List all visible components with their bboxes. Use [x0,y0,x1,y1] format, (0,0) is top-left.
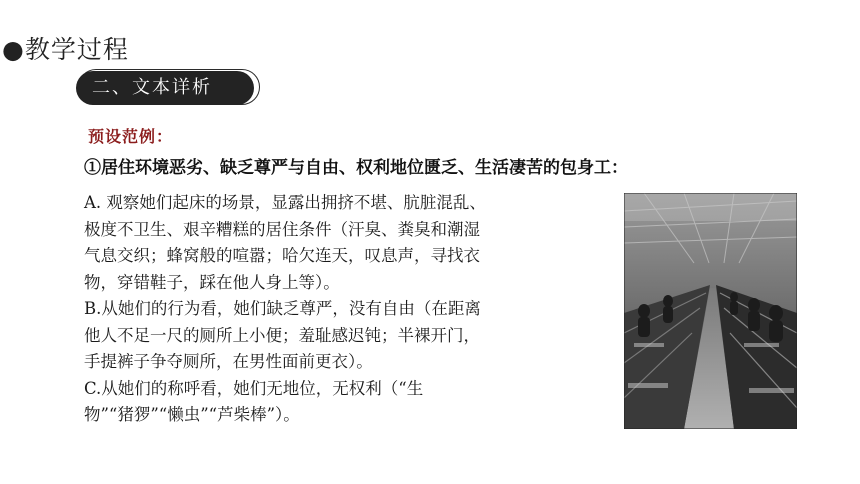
subheading: 预设范例： [88,127,174,146]
body-line: A. 观察她们起床的场景，显露出拥挤不堪、肮脏混乱、 [84,193,486,212]
body-line: 手提裤子争夺厕所，在男性面前更衣）。 [84,352,373,371]
body-line: C.从她们的称呼看，她们无地位，无权利（“生 [84,378,424,398]
factory-workers-photo [624,193,797,429]
factory-photo-illustration [624,193,797,429]
body-line: 极度不卫生、艰辛糟糕的居住条件（汗臭、粪臭和潮湿 [84,219,480,239]
body-line: 物，穿错鞋子，踩在他人身上等）。 [84,272,340,292]
section-banner-label: 二、文本详析 [76,71,254,105]
body-line: 物”“猪猡”“懒虫”“芦柴棒”）。 [84,405,300,424]
body-text [84,190,616,429]
section-banner [76,69,262,107]
body-line: 气息交织；蜂窝般的喧嚣；哈欠连天，叹息声，寻找衣 [84,246,480,265]
page-title: ●教学过程 [2,35,129,64]
body-line: 他人不足一尺的厕所上小便；羞耻感迟钝；半裸开门， [84,325,480,345]
body-line: B.从她们的行为看，她们缺乏尊严，没有自由（在距离 [84,299,481,318]
main-point: ①居住环境恶劣、缺乏尊严与自由、权利地位匮乏、生活凄苦的包身工： [84,158,628,178]
